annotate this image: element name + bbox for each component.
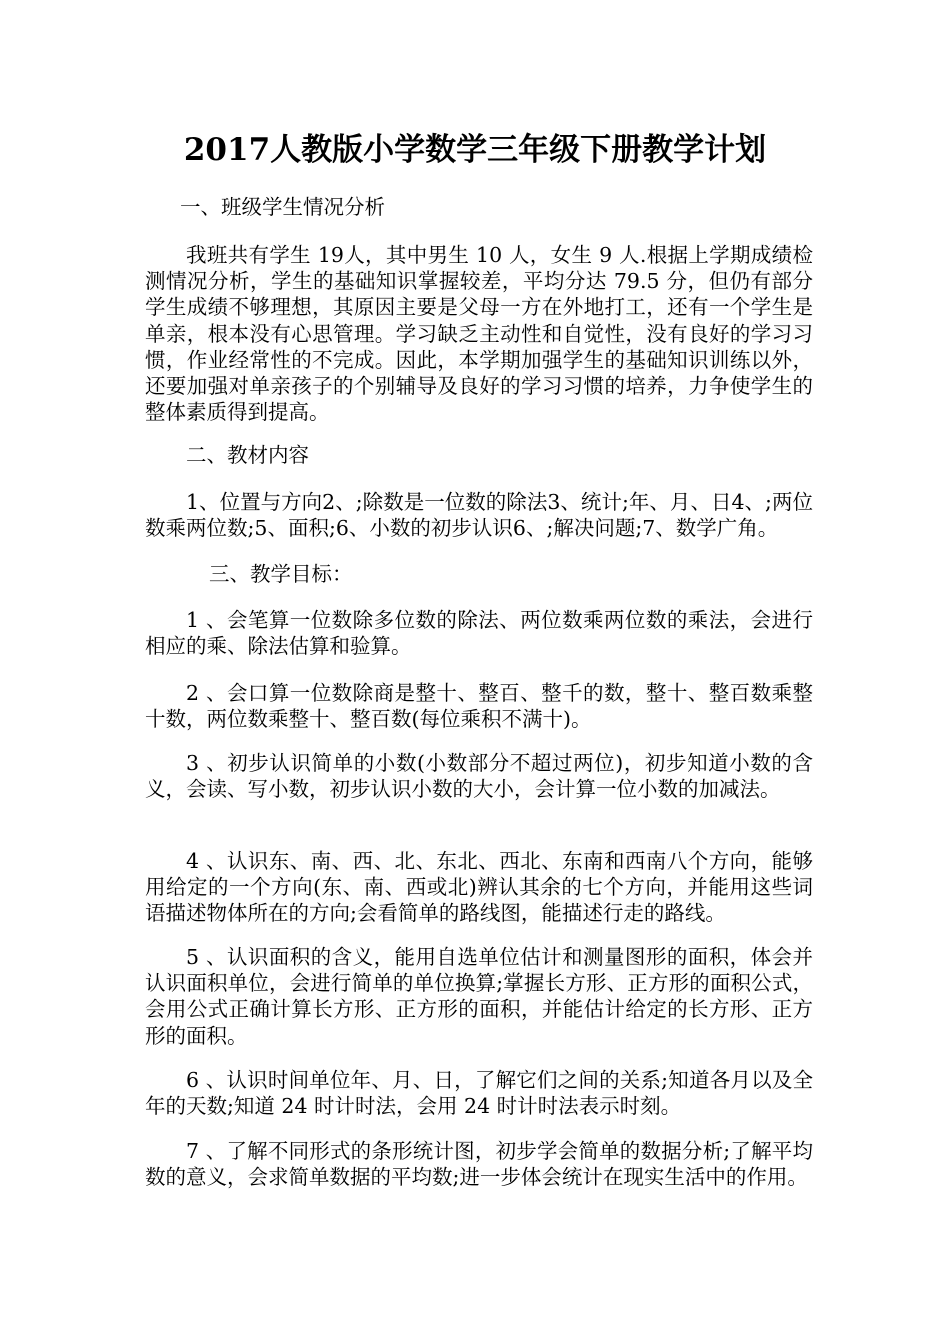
paragraph-text: 1 、会笔算一位数除多位数的除法、两位数乘两位数的乘法，会进行相应的乘、除法估算和验算。: [145, 608, 813, 659]
section-heading-content: 二、教材内容: [186, 443, 309, 467]
paragraph-text: 2 、会口算一位数除商是整十、整百、整千的数，整十、整百数乘整十数，两位数乘整十、整百数(每位乘积不满十)。: [145, 681, 813, 732]
section-heading-class-analysis: 一、班级学生情况分析: [180, 195, 385, 219]
paragraph-text: 5 、认识面积的含义，能用自选单位估计和测量图形的面积，体会并认识面积单位，会进行简单的单位换算;掌握长方形、正方形的面积公式，会用公式正确计算长方形、正方形的面积，并能估计给定的长方形、正方形的面积。: [145, 945, 813, 1048]
paragraph-text: 6 、认识时间单位年、月、日，了解它们之间的关系;知道各月以及全年的天数;知道 24 时计时法，会用 24 时计时法表示时刻。: [145, 1068, 813, 1119]
goal-item-2: [145, 680, 813, 732]
goal-item-4: [145, 848, 813, 927]
goal-item-5: [145, 944, 813, 1049]
paragraph-text: 4 、认识东、南、西、北、东北、西北、东南和西南八个方向，能够用给定的一个方向(东、南、西或北)辨认其余的七个方向，并能用这些词语描述物体所在的方向;会看简单的路线图，能描述行走的路线。: [145, 849, 813, 926]
section-heading-goals: 三、教学目标：: [209, 562, 353, 586]
class-analysis-paragraph: [145, 242, 813, 425]
content-paragraph: [145, 489, 813, 541]
goal-item-7: [145, 1138, 813, 1190]
goal-item-3: [145, 750, 813, 802]
paragraph-text: 7 、了解不同形式的条形统计图，初步学会简单的数据分析;了解平均数的意义，会求简单数据的平均数;进一步体会统计在现实生活中的作用。: [145, 1139, 813, 1190]
goal-item-1: [145, 607, 813, 659]
paragraph-text: 我班共有学生 19人，其中男生 10 人，女生 9 人.根据上学期成绩检测情况分析，学生的基础知识掌握较差，平均分达 79.5 分，但仍有部分学生成绩不够理想，其原因主要是父母一方在外地打工，还有一个学生是单亲，根本没有心思管理。学习缺乏主动性和自觉性，没有良好的学习习惯，作业经常性的不完成。因此，本学期加强学生的基础知识训练以外，还要加强对单亲孩子的个别辅导及良好的学习习惯的培养，力争使学生的整体素质得到提高。: [145, 243, 813, 425]
paragraph-text: 3 、初步认识简单的小数(小数部分不超过两位)，初步知道小数的含义，会读、写小数，初步认识小数的大小，会计算一位小数的加减法。: [145, 751, 813, 802]
document-title: 2017人教版小学数学三年级下册教学计划: [183, 132, 767, 168]
goal-item-6: [145, 1067, 813, 1119]
paragraph-text: 1、位置与方向2、;除数是一位数的除法3、统计;年、月、日4、;两位数乘两位数;5、面积;6、小数的初步认识6、;解决问题;7、数学广角。: [145, 490, 813, 541]
